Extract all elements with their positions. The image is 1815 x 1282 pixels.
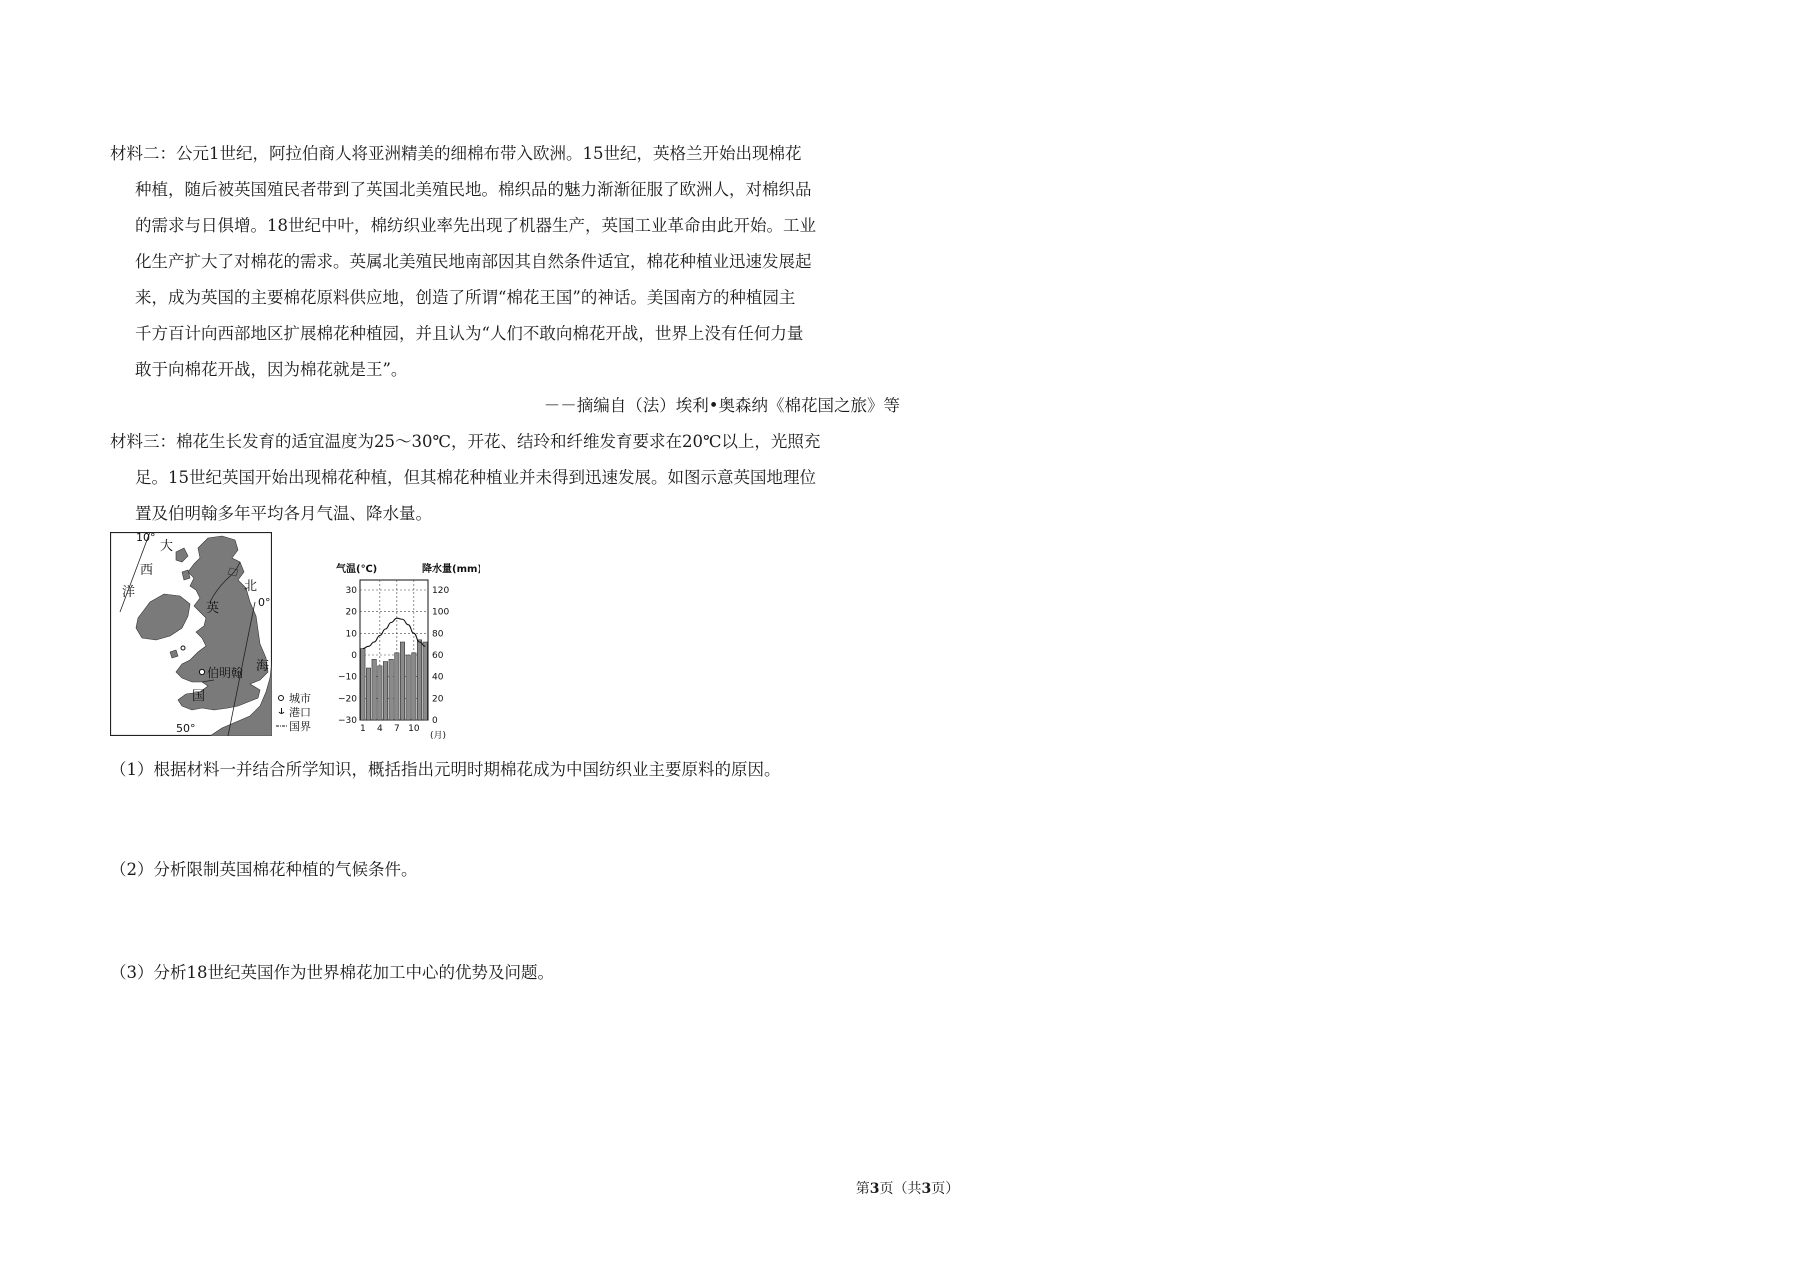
- map-label-country: 英: [206, 601, 220, 616]
- map-label-lon-0: 0°: [258, 596, 271, 609]
- precipitation-bar: [389, 659, 393, 720]
- temp-axis-label: 气温(℃): [336, 564, 378, 575]
- map-label-ocean: 大: [160, 539, 174, 554]
- material-2-line: 敢于向棉花开战，因为棉花就是王”。: [135, 360, 408, 379]
- britain-map: [110, 532, 272, 736]
- material-3-line: 材料三：棉花生长发育的适宜温度为25～30℃，开花、结玲和纤维发育要求在20℃以上，光照充: [110, 432, 821, 451]
- temp-tick-label: −20: [338, 694, 357, 705]
- temp-tick-label: 30: [345, 586, 357, 596]
- month-tick-label: 1: [359, 724, 366, 734]
- material-2-source: －－摘编自（法）埃利•奥森纳《棉花国之旅》等: [543, 396, 900, 415]
- map-legend: [276, 690, 326, 736]
- footer-suffix: 页）: [931, 1181, 960, 1197]
- material-3-line: 足。15世纪英国开始出现棉花种植，但其棉花种植业并未得到迅速发展。如图示意英国地理位: [135, 468, 816, 487]
- precip-tick-label: 40: [432, 672, 444, 683]
- temp-tick-label: 20: [345, 607, 357, 618]
- page-footer: [0, 1178, 1815, 1198]
- map-label-lat-50: 50°: [176, 722, 196, 735]
- precip-tick-label: 20: [432, 694, 444, 705]
- temp-tick-label: −10: [338, 672, 357, 683]
- material-2-line: 种植，随后被英国殖民者带到了英国北美殖民地。棉织品的魅力渐渐征服了欧洲人，对棉织品: [135, 180, 812, 199]
- legend-city-label: 城市: [289, 692, 311, 705]
- material-3-paragraph: [110, 424, 900, 532]
- temp-tick-label: 10: [345, 629, 357, 640]
- precipitation-bar: [400, 642, 404, 720]
- material-2-paragraph: [110, 136, 900, 388]
- material-2-line: 千方百计向西部地区扩展棉花种植园，并且认为“人们不敢向棉花开战，世界上没有任何力量: [135, 324, 804, 343]
- footer-prefix: 第: [855, 1181, 870, 1197]
- footer-total-pages: 3: [921, 1181, 932, 1197]
- question-3: （3）分析18世纪英国作为世界棉花加工中心的优势及问题。: [110, 963, 554, 982]
- precip-tick-label: 120: [432, 586, 450, 596]
- temp-tick-label: −30: [338, 716, 357, 726]
- material-2-line: 材料二：公元1世纪，阿拉伯商人将亚洲精美的细棉布带入欧洲。15世纪，英格兰开始出现棉花: [110, 144, 802, 163]
- map-label-sea: 北: [244, 579, 258, 594]
- precip-tick-label: 80: [432, 629, 444, 640]
- footer-mid: 页（共: [879, 1181, 922, 1197]
- map-label-ocean: 洋: [122, 585, 136, 600]
- map-label-city: 伯明翰: [207, 666, 244, 680]
- material-2-line: 来，成为英国的主要棉花原料供应地，创造了所谓“棉花王国”的神话。美国南方的种植园主: [135, 288, 796, 307]
- precipitation-bar: [378, 666, 382, 720]
- precipitation-bar: [423, 642, 427, 720]
- birmingham-climate-chart: [330, 562, 480, 740]
- precipitation-bar: [412, 653, 416, 720]
- precipitation-bar: [383, 662, 387, 721]
- material-3-line: 置及伯明翰多年平均各月气温、降水量。: [135, 504, 432, 523]
- precipitation-bar: [366, 668, 370, 720]
- temp-tick-label: 0: [351, 651, 357, 661]
- precip-tick-label: 100: [432, 607, 450, 618]
- precipitation-bar: [395, 653, 399, 720]
- map-label-lon-10: 10°: [136, 532, 156, 544]
- map-label-country: 国: [192, 689, 206, 704]
- precipitation-bar: [406, 655, 410, 720]
- precip-tick-label: 60: [432, 651, 444, 661]
- month-tick-label: 7: [393, 724, 400, 734]
- month-tick-label: 4: [376, 724, 383, 734]
- legend-border-label: 国界: [289, 720, 311, 733]
- precipitation-bar: [372, 659, 376, 720]
- precipitation-bar: [417, 640, 421, 720]
- question-2: （2）分析限制英国棉花种植的气候条件。: [110, 860, 418, 879]
- map-label-sea: 海: [256, 659, 270, 674]
- question-1: （1）根据材料一并结合所学知识，概括指出元明时期棉花成为中国纺织业主要原料的原因。: [110, 760, 781, 779]
- material-2-line: 化生产扩大了对棉花的需求。英属北美殖民地南部因其自然条件适宜，棉花种植业迅速发展起: [135, 252, 812, 271]
- footer-page-number: 3: [869, 1181, 880, 1197]
- material-2-line: 的需求与日俱增。18世纪中叶，棉纺织业率先出现了机器生产，英国工业革命由此开始。工业: [135, 216, 816, 235]
- legend-port-label: 港口: [289, 706, 311, 719]
- precipitation-bar: [361, 649, 365, 721]
- map-label-ocean: 西: [140, 563, 154, 578]
- precip-axis-label: 降水量(mm): [422, 564, 480, 575]
- precip-tick-label: 0: [432, 716, 438, 726]
- month-tick-label: 10: [408, 724, 420, 734]
- x-unit-label: (月): [430, 731, 447, 740]
